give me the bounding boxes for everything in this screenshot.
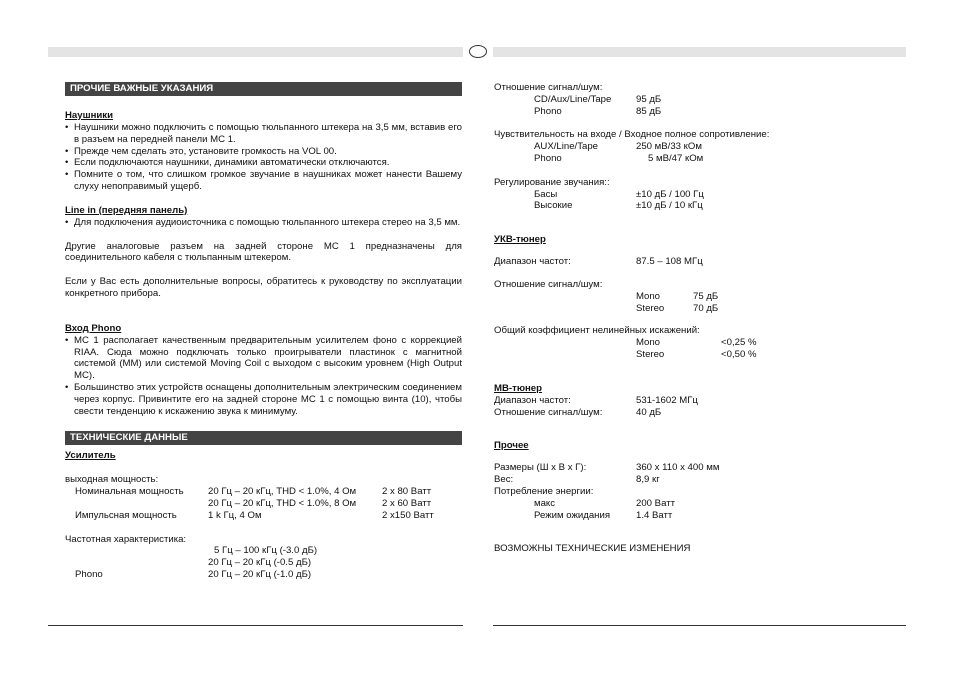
spec-row: CD/Aux/Line/Tape 95 дБ: [534, 93, 662, 105]
spec-row: AUX/Line/Tape 250 мВ/33 кОм: [534, 141, 702, 153]
bottom-rule-left: [48, 625, 463, 626]
fm-snr-label: Отношение сигнал/шум:: [494, 278, 603, 290]
spec-row: Высокие ±10 дБ / 10 кГц: [534, 200, 703, 212]
spec-row: Отношение сигнал/шум: 40 дБ: [494, 406, 662, 418]
spec-row: Диапазон частот: 87.5 – 108 МГц: [494, 256, 703, 268]
list-item: • Помните о том, что слишком громкое звучание в наушниках может нанести Вашему слуху непоправимый ущерб.: [65, 169, 462, 192]
spec-row: Диапазон частот: 531-1602 МГц: [494, 394, 698, 406]
misc-heading: Прочее: [494, 440, 529, 452]
output-power-label: выходная мощность:: [65, 474, 159, 486]
fm-tuner-heading: УКВ-тюнер: [494, 234, 546, 246]
technical-changes-note: ВОЗМОЖНЫ ТЕХНИЧЕСКИЕ ИЗМЕНЕНИЯ: [494, 543, 691, 555]
list-item: • Наушники можно подключить с помощью тюльпанного штекера на 3,5 мм, вставив его в разъем на передней панели МС 1.: [65, 122, 462, 145]
spec-row: макс 200 Ватт: [534, 497, 675, 509]
amplifier-heading: Усилитель: [65, 450, 116, 462]
headphones-heading: Наушники: [65, 110, 113, 121]
spec-row: Режим ожидания 1.4 Ватт: [534, 509, 673, 521]
spec-row: Mono <0,25 %: [636, 337, 757, 349]
right-column: [494, 82, 906, 555]
list-item: • Прежде чем сделать это, установите громкость на VOL 00.: [65, 145, 337, 157]
spec-row: 20 Гц – 20 кГц (-0.5 дБ): [208, 557, 312, 569]
top-bar-right: [493, 47, 906, 57]
top-bar-left: [48, 47, 463, 57]
spec-row: Mono 75 дБ: [636, 290, 719, 302]
line-in-heading: Line in (передняя панель): [65, 204, 188, 216]
snr-label: Отношение сигнал/шум:: [494, 82, 603, 93]
tone-control-label: Регулирование звучания::: [494, 176, 610, 188]
phono-heading: Вход Phono: [65, 322, 122, 334]
list-item: • МС 1 располагает качественным предварительным усилителем фоно с коррекцией RIAA. Сюда можно подключать только проигрыватели пластинок с магнитной системой (ММ) или системой Moving Coil с выходом с высоким уровнем (High Output MC).: [65, 334, 462, 382]
paragraph: Если у Вас есть дополнительные вопросы, обратитесь к руководству по эксплуатации конкретного прибора.: [65, 276, 462, 299]
spec-row: Phono 20 Гц – 20 кГц (-1.0 дБ): [75, 568, 312, 580]
spec-row: Басы ±10 дБ / 100 Гц: [534, 188, 704, 200]
spec-row: Импульсная мощность 1 k Гц, 4 Ом 2 x150 Ватт: [75, 509, 434, 521]
spec-row: Phono 5 мВ/47 кОм: [534, 152, 704, 164]
thd-label: Общий коэффициент нелинейных искажений:: [494, 325, 700, 337]
list-item: • Для подключения аудиоисточника с помощью тюльпанного штекера стерео на 3,5 мм.: [65, 216, 461, 228]
spec-row: 20 Гц – 20 кГц, THD < 1.0%, 8 Ом 2 x 60 Ватт: [208, 497, 432, 509]
power-consumption-label: Потребление энергии:: [494, 485, 594, 497]
section-title-tech-data: ТЕХНИЧЕСКИЕ ДАННЫЕ: [65, 431, 462, 445]
spec-row: Stereo <0,50 %: [636, 348, 757, 360]
mw-tuner-heading: МВ-тюнер: [494, 382, 542, 394]
left-column: [65, 82, 462, 581]
list-item: • Если подключаются наушники, динамики автоматически отключаются.: [65, 157, 390, 169]
freq-response-label: Частотная характеристика:: [65, 533, 187, 545]
spec-row: Phono 85 дБ: [534, 105, 662, 117]
spec-row: Вес: 8,9 кг: [494, 474, 660, 486]
sensitivity-label: Чувствительность на входе / Входное полное сопротивление:: [494, 129, 770, 141]
paragraph: Другие аналоговые разъем на задней стороне МС 1 предназначены для соединительного кабеля с тюльпанным штекером.: [65, 240, 462, 264]
spec-row: Номинальная мощность 20 Гц – 20 кГц, THD < 1.0%, 4 Ом 2 x 80 Ватт: [75, 486, 432, 498]
bottom-rule-right: [493, 625, 906, 626]
spec-row: Stereo 70 дБ: [636, 302, 719, 314]
spec-row: 5 Гц – 100 кГц (-3.0 дБ): [214, 545, 318, 557]
list-item: • Большинство этих устройств оснащены дополнительным электрическим соединением через корпус. Привинтите его на задней стороне МС 1 с помощью винта (10), чтобы свести тенденцию к искажению звука к минимуму.: [65, 381, 462, 417]
page-number-oval: [469, 45, 487, 58]
section-title-other-notes: ПРОЧИЕ ВАЖНЫЕ УКАЗАНИЯ: [65, 82, 462, 96]
spec-row: Размеры (Ш x В x Г): 360 x 110 x 400 мм: [494, 462, 720, 474]
